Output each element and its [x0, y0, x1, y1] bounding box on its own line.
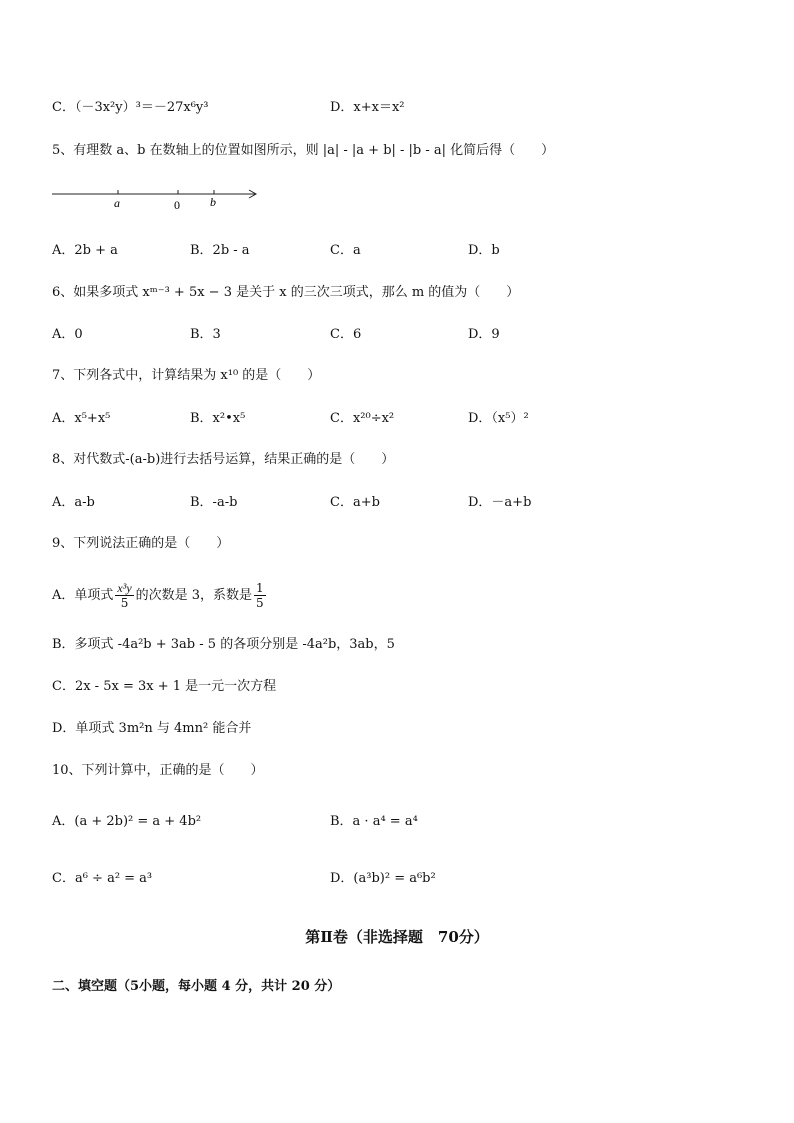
q7-stem: 7、下列各式中，计算结果为 x¹⁰ 的是（ ）: [52, 368, 321, 383]
q5-option-b: B．2b - a: [190, 243, 250, 258]
q8-option-d: D．－a+b: [468, 495, 532, 510]
label-b: b: [210, 195, 216, 209]
q8-option-a: A．a-b: [52, 495, 95, 510]
q4-option-c: C．（－3x²y）³＝－27x⁶y³: [52, 100, 209, 115]
q9-a-prefix: A．单项式: [52, 588, 114, 603]
q9-a-mid: 的次数是 3，系数是: [135, 588, 253, 603]
q10-option-b: B．a · a⁴ = a⁴: [330, 814, 418, 829]
label-a: a: [114, 196, 120, 210]
q5-stem: 5、有理数 a、b 在数轴上的位置如图所示，则 |a| - |a + b| - |b - a| 化简后得（ ）: [52, 143, 555, 158]
q9-option-b: B．多项式 -4a²b + 3ab - 5 的各项分别是 -4a²b，3ab，5: [52, 637, 395, 652]
q9-option-c: C．2x - 5x = 3x + 1 是一元一次方程: [52, 679, 277, 694]
q9-a-fraction-1-num: x³y: [117, 581, 132, 595]
q7-option-a: A．x⁵+x⁵: [52, 411, 111, 426]
q8-stem: 8、对代数式-(a-b)进行去括号运算，结果正确的是（ ）: [52, 452, 395, 467]
q9-a-fraction-2-den: 5: [256, 596, 264, 610]
q9-option-d: D．单项式 3m²n 与 4mn² 能合并: [52, 721, 252, 736]
label-0: 0: [174, 198, 180, 212]
q5-option-d: D．b: [468, 243, 500, 258]
q7-option-d: D．（x⁵）²: [468, 411, 529, 426]
q10-option-a: A．(a + 2b)² = a + 4b²: [52, 814, 202, 829]
q6-option-c: C．6: [330, 327, 362, 342]
q8-option-b: B．-a-b: [190, 495, 238, 510]
q7-option-c: C．x²⁰÷x²: [330, 411, 395, 426]
q10-stem: 10、下列计算中，正确的是（ ）: [52, 763, 264, 778]
q9-option-a: [52, 578, 268, 614]
q4-option-d: D．x+x＝x²: [330, 100, 405, 115]
q9-stem: 9、下列说法正确的是（ ）: [52, 536, 230, 551]
q6-stem: 6、如果多项式 xᵐ⁻³ + 5x − 3 是关于 x 的三次三项式，那么 m 的值为（ ）: [52, 285, 520, 300]
q9-a-fraction-1: [115, 581, 133, 610]
part2-title: 第Ⅱ卷（非选择题 70分）: [305, 928, 489, 946]
section2-title: 二、填空题（5小题，每小题 4 分，共计 20 分）: [52, 979, 341, 994]
q10-option-d: D．(a³b)² = a⁶b²: [330, 871, 436, 886]
q6-option-b: B．3: [190, 327, 221, 342]
q7-option-b: B．x²•x⁵: [190, 411, 246, 426]
number-line-figure: [50, 180, 265, 214]
q6-option-d: D．9: [468, 327, 500, 342]
q5-option-c: C．a: [330, 243, 361, 258]
q10-option-c: C．a⁶ ÷ a² = a³: [52, 871, 153, 886]
q6-option-a: A．0: [52, 327, 83, 342]
q8-option-c: C．a+b: [330, 495, 380, 510]
q5-option-a: A．2b + a: [52, 243, 118, 258]
q9-a-fraction-2: [254, 581, 266, 610]
q9-a-fraction-1-den: 5: [120, 596, 129, 610]
q9-a-fraction-2-num: 1: [256, 581, 264, 595]
